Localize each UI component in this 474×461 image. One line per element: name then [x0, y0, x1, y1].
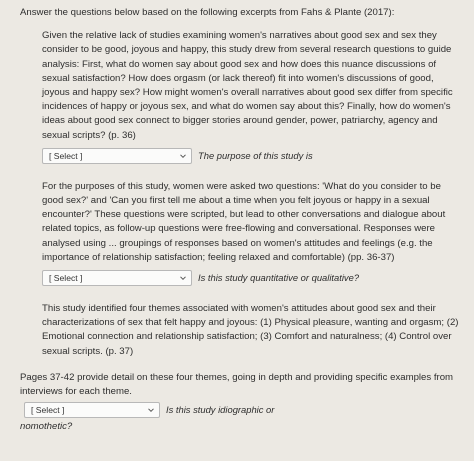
question-3 [20, 302, 466, 359]
idiographic-prompt: Is this study idiographic or [166, 404, 275, 416]
chevron-down-icon [148, 407, 154, 413]
answer-row-1 [42, 146, 460, 166]
question-1 [20, 29, 466, 166]
question-4 [20, 371, 466, 435]
method-select-value: [ Select ] [49, 272, 83, 283]
answer-row-2 [42, 268, 460, 288]
method-prompt: Is this study quantitative or qualitative? [198, 271, 360, 283]
purpose-select[interactable] [42, 148, 192, 164]
idiographic-prompt-cont: nomothetic? [20, 421, 73, 433]
purpose-select-value: [ Select ] [49, 150, 83, 161]
chevron-down-icon [180, 153, 186, 159]
idiographic-select[interactable] [24, 402, 160, 418]
excerpt-1: Given the relative lack of studies examining women's narratives about good sex and sex they consider to be good, joyous and happy, this study drew from several research questions to guide analysis: First, what do women say about good sex and how does this nuance discussions of sexual satisfaction? How does orgasm (or lack thereof) fit into women's discussions of good, joyous and happy sex? How might women's overall narratives about good sex differ from specific incidences of happy or joyous sex, and what do women say about this? Finally, how do women's ideas about good sex connect to bigger stories around gender, power, patriarchy, agency and sexual scripts? (p. 36) [42, 30, 453, 141]
excerpt-2: For the purposes of this study, women were asked two questions: 'What do you consider to be good sex?' and 'Can you first tell me about a time when you felt joyous or happy in a sexual encounter?' These questions were scripted, but lead to other conversations and dialogue about related topics, as follow-up questions were free-flowing and conversational. Responses were analysed using ... groupings of responses based on women's attitudes and feelings (e.g. the importance of relationship satisfaction; feeling relaxed and comfortable) (pp. 36-37) [42, 180, 446, 263]
idiographic-select-value: [ Select ] [31, 405, 65, 416]
excerpt-3: This study identified four themes associated with women's attitudes about good sex and their characterizations of sex that felt happy and joyous: (1) Physical pleasure, wanting and orgasm; (2) Emotional connection and relationship satisfaction; (3) Comfort and naturalness; (4) Control over sexual scripts. (p. 37) [42, 303, 459, 357]
question-2 [20, 180, 466, 288]
purpose-prompt: The purpose of this study is [198, 149, 313, 161]
excerpt-4: Pages 37-42 provide detail on these four themes, going in depth and providing specific examples from interviews for each theme. [20, 371, 454, 398]
instructions: Answer the questions below based on the following excerpts from Fahs & Plante (2017): [20, 7, 395, 18]
answer-row-4 [20, 400, 466, 420]
method-select[interactable] [42, 270, 192, 286]
chevron-down-icon [180, 275, 186, 281]
